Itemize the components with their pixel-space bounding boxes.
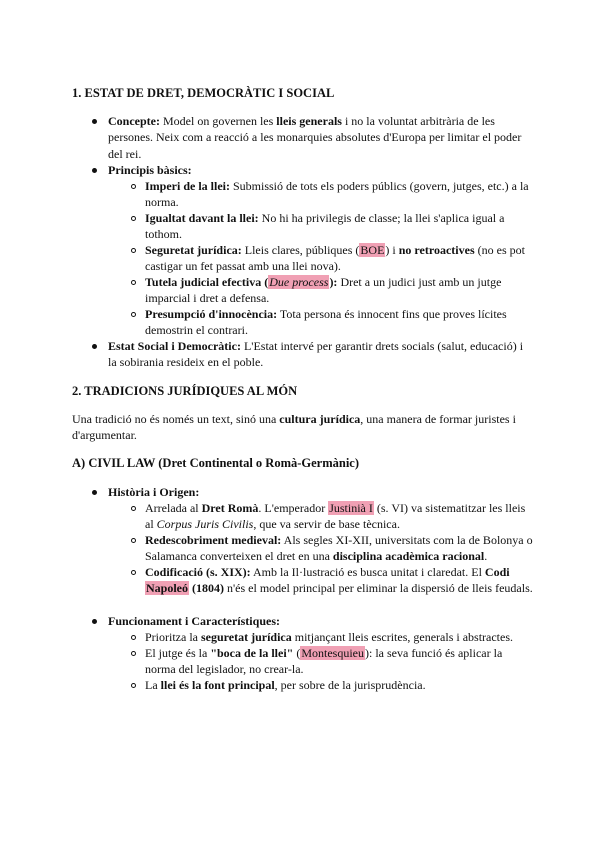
list-item-prioritza: Prioritza la seguretat jurídica mitjançant lleis escrites, generals i abstractes. <box>145 630 513 644</box>
list-item-estat-social: Estat Social i Democràtic: L'Estat intervé per garantir drets socials (salut, educació) i la sobirania resideix en el poble. <box>108 339 524 370</box>
bullet <box>92 168 97 173</box>
sub-bullet <box>131 651 136 656</box>
highlight-due-process: Due process <box>269 275 329 289</box>
list-item-igualtat: Igualtat davant la llei: No hi ha privilegis de classe; la llei s'aplica igual a tothom. <box>145 211 505 242</box>
list-item-presumpcio: Presumpció d'innocència: Tota persona és innocent fins que proves lícites demostrin el contrari. <box>145 307 507 338</box>
list-item-historia: Història i Origen: <box>108 485 200 499</box>
section-2-title: 2. TRADICIONS JURÍDIQUES AL MÓN <box>72 384 298 398</box>
label: Concepte: <box>108 114 160 128</box>
civil-law-title: A) CIVIL LAW (Dret Continental o Romà-Germànic) <box>72 456 360 470</box>
highlight-montesquieu: Montesquieu <box>301 646 364 660</box>
sub-bullet <box>131 506 136 511</box>
list-item-concepte: Concepte: Model on governen les lleis generals i no la voluntat arbitrària de les persones. Neix com a reacció a les monarquies absolutes d'Europa per limitar el poder del rei. <box>108 114 522 161</box>
list-item-tutela: Tutela judicial efectiva (Due process): Dret a un judici just amb un jutge imparcial i dret a defensa. <box>145 275 502 306</box>
list-item-funcionament: Funcionament i Característiques: <box>108 614 280 628</box>
list-item-principis: Principis bàsics: <box>108 163 192 177</box>
section-1-title: 1. ESTAT DE DRET, DEMOCRÀTIC I SOCIAL <box>72 86 335 100</box>
highlight-napoleo: Napoleó <box>146 581 188 596</box>
sub-bullet <box>131 570 136 575</box>
sub-bullet <box>131 635 136 640</box>
list-item-font: La llei és la font principal, per sobre de la jurisprudència. <box>145 678 426 692</box>
sub-bullet <box>131 538 136 543</box>
list-item-redescobriment: Redescobriment medieval: Als segles XI-XII, universitats com la de Bolonya o Salamanca converteixen el dret en una disciplina acadèmica racional. <box>145 533 533 564</box>
list-item-jutge: El jutge és la "boca de la llei" (Montesquieu): la seva funció és aplicar la norma del legislador, no crear-la. <box>145 646 503 677</box>
sub-bullet <box>131 280 136 285</box>
bullet <box>92 344 97 349</box>
bullet <box>92 619 97 624</box>
list-item-codificacio: Codificació (s. XIX): Amb la Il·lustració es busca unitat i claredat. El Codi Napoleó (1804) n'és el model principal per eliminar la dispersió de lleis feudals. <box>145 565 533 596</box>
bullet <box>92 119 97 124</box>
list-item-seguretat: Seguretat jurídica: Lleis clares, públiques (BOE) i no retroactives (no es pot castigar un fet passat amb una llei nova). <box>145 243 525 274</box>
intro-paragraph: Una tradició no és només un text, sinó una cultura jurídica, una manera de formar juristes i d'argumentar. <box>72 412 516 443</box>
sub-bullet <box>131 184 136 189</box>
highlight-boe: BOE <box>360 243 385 257</box>
sub-bullet <box>131 683 136 688</box>
sub-bullet <box>131 248 136 253</box>
list-item-dret-roma: Arrelada al Dret Romà. L'emperador Justinià I (s. VI) va sistematitzar les lleis al Corpus Juris Civilis, que va servir de base tècnica. <box>145 501 526 532</box>
highlight-justinia: Justinià I <box>329 501 373 515</box>
sub-bullet <box>131 216 136 221</box>
sub-bullet <box>131 312 136 317</box>
bullet <box>92 490 97 495</box>
list-item-imperi: Imperi de la llei: Submissió de tots els poders públics (govern, jutges, etc.) a la norma. <box>145 179 529 210</box>
